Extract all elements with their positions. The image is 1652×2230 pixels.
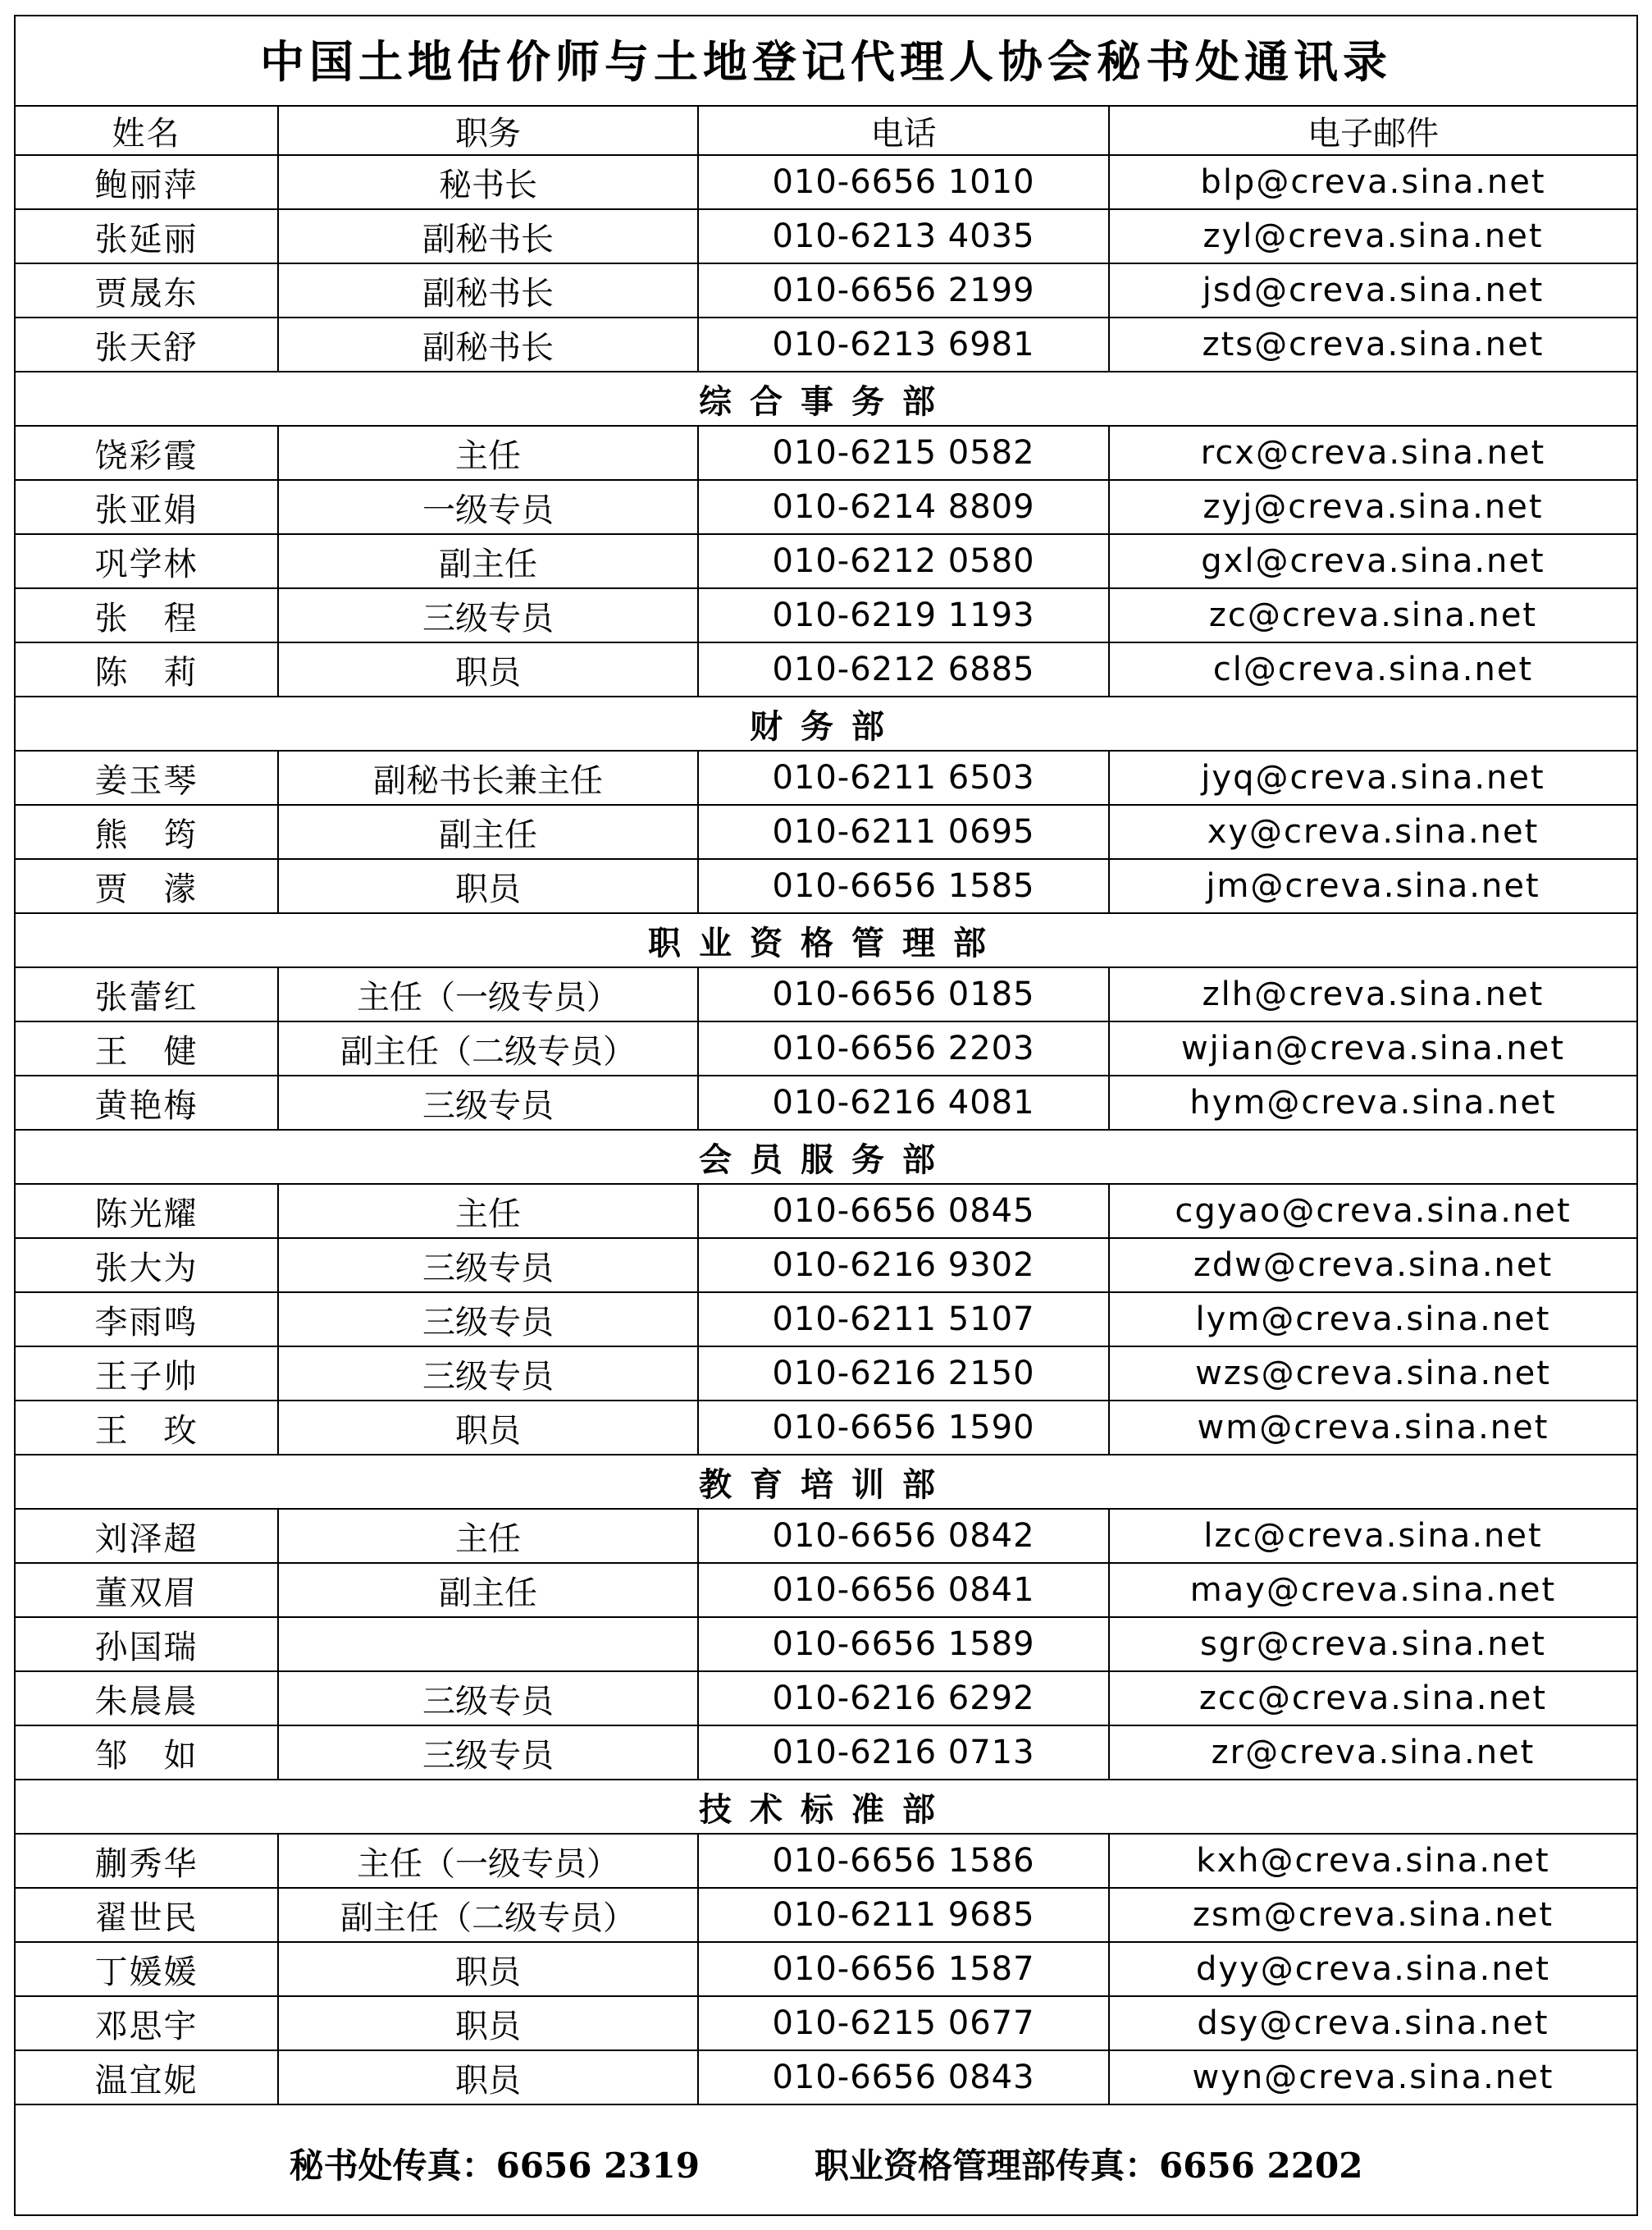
phone-cell: 010-6656 1590 <box>698 1401 1109 1455</box>
phone-cell: 010-6213 6981 <box>698 318 1109 372</box>
phone-cell: 010-6211 6503 <box>698 751 1109 805</box>
email-cell: zdw@creva.sina.net <box>1109 1238 1636 1292</box>
table-row <box>16 1996 1636 2050</box>
phone-cell: 010-6656 0845 <box>698 1184 1109 1238</box>
email-cell: jyq@creva.sina.net <box>1109 751 1636 805</box>
phone-cell: 010-6216 9302 <box>698 1238 1109 1292</box>
phone-cell: 010-6216 6292 <box>698 1671 1109 1725</box>
position-cell: 副主任（二级专员） <box>278 1021 698 1076</box>
position-cell: 副秘书长 <box>278 318 698 372</box>
phone-cell: 010-6656 0842 <box>698 1509 1109 1563</box>
email-cell: rcx@creva.sina.net <box>1109 426 1636 480</box>
position-cell: 职员 <box>278 859 698 913</box>
table-row <box>16 1076 1636 1130</box>
phone-cell: 010-6216 0713 <box>698 1725 1109 1780</box>
name-cell: 黄艳梅 <box>16 1076 278 1130</box>
email-cell: gxl@creva.sina.net <box>1109 534 1636 588</box>
directory-table <box>16 107 1636 2105</box>
name-cell: 张天舒 <box>16 318 278 372</box>
section-title: 综合事务部 <box>16 372 1636 426</box>
position-cell: 主任（一级专员） <box>278 1834 698 1888</box>
name-cell: 丁媛媛 <box>16 1942 278 1996</box>
email-cell: cgyao@creva.sina.net <box>1109 1184 1636 1238</box>
email-cell: wjian@creva.sina.net <box>1109 1021 1636 1076</box>
table-row <box>16 805 1636 859</box>
position-cell: 一级专员 <box>278 480 698 534</box>
name-cell: 朱晨晨 <box>16 1671 278 1725</box>
table-row <box>16 1238 1636 1292</box>
position-cell: 三级专员 <box>278 1725 698 1780</box>
section-title: 会员服务部 <box>16 1130 1636 1184</box>
table-row <box>16 263 1636 318</box>
name-cell: 王 玫 <box>16 1401 278 1455</box>
phone-cell: 010-6211 0695 <box>698 805 1109 859</box>
position-cell <box>278 1617 698 1671</box>
phone-cell: 010-6656 1586 <box>698 1834 1109 1888</box>
phone-cell: 010-6656 1010 <box>698 155 1109 209</box>
table-row <box>16 1563 1636 1617</box>
section-header-row <box>16 372 1636 426</box>
position-cell: 三级专员 <box>278 1292 698 1346</box>
phone-cell: 010-6656 1589 <box>698 1617 1109 1671</box>
table-row <box>16 1184 1636 1238</box>
name-cell: 饶彩霞 <box>16 426 278 480</box>
phone-cell: 010-6656 0841 <box>698 1563 1109 1617</box>
position-cell: 职员 <box>278 1401 698 1455</box>
position-cell: 三级专员 <box>278 1671 698 1725</box>
position-cell: 主任 <box>278 426 698 480</box>
table-row <box>16 534 1636 588</box>
section-header-row <box>16 1455 1636 1509</box>
phone-cell: 010-6211 5107 <box>698 1292 1109 1346</box>
name-cell: 王 健 <box>16 1021 278 1076</box>
document-title: 中国土地估价师与土地登记代理人协会秘书处通讯录 <box>16 16 1636 107</box>
table-row <box>16 480 1636 534</box>
table-row <box>16 1671 1636 1725</box>
email-cell: zsm@creva.sina.net <box>1109 1888 1636 1942</box>
name-cell: 张大为 <box>16 1238 278 1292</box>
name-cell: 张延丽 <box>16 209 278 263</box>
email-cell: sgr@creva.sina.net <box>1109 1617 1636 1671</box>
directory-document <box>14 15 1638 2216</box>
position-cell: 三级专员 <box>278 1346 698 1401</box>
section-title: 技术标准部 <box>16 1780 1636 1834</box>
name-cell: 刘泽超 <box>16 1509 278 1563</box>
email-cell: blp@creva.sina.net <box>1109 155 1636 209</box>
name-cell: 张蕾红 <box>16 967 278 1021</box>
phone-cell: 010-6656 2203 <box>698 1021 1109 1076</box>
name-cell: 巩学林 <box>16 534 278 588</box>
header-phone: 电话 <box>698 107 1109 155</box>
table-row <box>16 1292 1636 1346</box>
email-cell: dsy@creva.sina.net <box>1109 1996 1636 2050</box>
phone-cell: 010-6212 6885 <box>698 642 1109 697</box>
position-cell: 副主任 <box>278 534 698 588</box>
name-cell: 鲍丽萍 <box>16 155 278 209</box>
phone-cell: 010-6216 4081 <box>698 1076 1109 1130</box>
table-row <box>16 1888 1636 1942</box>
phone-cell: 010-6656 1585 <box>698 859 1109 913</box>
table-row <box>16 588 1636 642</box>
table-row <box>16 1725 1636 1780</box>
table-row <box>16 1401 1636 1455</box>
name-cell: 孙国瑞 <box>16 1617 278 1671</box>
section-header-row <box>16 913 1636 967</box>
name-cell: 温宜妮 <box>16 2050 278 2104</box>
name-cell: 陈 莉 <box>16 642 278 697</box>
name-cell: 姜玉琴 <box>16 751 278 805</box>
email-cell: zlh@creva.sina.net <box>1109 967 1636 1021</box>
email-cell: zyj@creva.sina.net <box>1109 480 1636 534</box>
name-cell: 蒯秀华 <box>16 1834 278 1888</box>
position-cell: 副主任 <box>278 1563 698 1617</box>
name-cell: 翟世民 <box>16 1888 278 1942</box>
email-cell: zc@creva.sina.net <box>1109 588 1636 642</box>
section-header-row <box>16 1130 1636 1184</box>
email-cell: wzs@creva.sina.net <box>1109 1346 1636 1401</box>
table-row <box>16 1509 1636 1563</box>
section-header-row <box>16 697 1636 751</box>
section-title: 教育培训部 <box>16 1455 1636 1509</box>
phone-cell: 010-6213 4035 <box>698 209 1109 263</box>
name-cell: 陈光耀 <box>16 1184 278 1238</box>
header-position: 职务 <box>278 107 698 155</box>
table-row <box>16 155 1636 209</box>
table-row <box>16 2050 1636 2104</box>
name-cell: 邓思宇 <box>16 1996 278 2050</box>
email-cell: cl@creva.sina.net <box>1109 642 1636 697</box>
secretariat-fax: 秘书处传真：6656 2319 <box>289 2145 700 2186</box>
name-cell: 董双眉 <box>16 1563 278 1617</box>
table-row <box>16 859 1636 913</box>
header-name: 姓名 <box>16 107 278 155</box>
position-cell: 主任 <box>278 1509 698 1563</box>
position-cell: 三级专员 <box>278 1238 698 1292</box>
section-title: 财务部 <box>16 697 1636 751</box>
position-cell: 副秘书长兼主任 <box>278 751 698 805</box>
table-row <box>16 1617 1636 1671</box>
email-cell: zr@creva.sina.net <box>1109 1725 1636 1780</box>
phone-cell: 010-6216 2150 <box>698 1346 1109 1401</box>
email-cell: jm@creva.sina.net <box>1109 859 1636 913</box>
position-cell: 副秘书长 <box>278 209 698 263</box>
table-row <box>16 426 1636 480</box>
table-row <box>16 642 1636 697</box>
position-cell: 职员 <box>278 1996 698 2050</box>
position-cell: 秘书长 <box>278 155 698 209</box>
position-cell: 主任 <box>278 1184 698 1238</box>
directory-table-body <box>16 107 1636 2104</box>
email-cell: lym@creva.sina.net <box>1109 1292 1636 1346</box>
table-row <box>16 967 1636 1021</box>
section-header-row <box>16 1780 1636 1834</box>
email-cell: wm@creva.sina.net <box>1109 1401 1636 1455</box>
phone-cell: 010-6656 0843 <box>698 2050 1109 2104</box>
name-cell: 张 程 <box>16 588 278 642</box>
phone-cell: 010-6656 2199 <box>698 263 1109 318</box>
name-cell: 邹 如 <box>16 1725 278 1780</box>
position-cell: 三级专员 <box>278 588 698 642</box>
phone-cell: 010-6215 0582 <box>698 426 1109 480</box>
name-cell: 贾 濛 <box>16 859 278 913</box>
name-cell: 李雨鸣 <box>16 1292 278 1346</box>
phone-cell: 010-6215 0677 <box>698 1996 1109 2050</box>
table-row <box>16 1834 1636 1888</box>
position-cell: 副主任（二级专员） <box>278 1888 698 1942</box>
phone-cell: 010-6214 8809 <box>698 480 1109 534</box>
table-row <box>16 1021 1636 1076</box>
email-cell: kxh@creva.sina.net <box>1109 1834 1636 1888</box>
position-cell: 三级专员 <box>278 1076 698 1130</box>
table-row <box>16 751 1636 805</box>
phone-cell: 010-6212 0580 <box>698 534 1109 588</box>
name-cell: 熊 筠 <box>16 805 278 859</box>
email-cell: wyn@creva.sina.net <box>1109 2050 1636 2104</box>
phone-cell: 010-6656 1587 <box>698 1942 1109 1996</box>
position-cell: 职员 <box>278 642 698 697</box>
position-cell: 职员 <box>278 2050 698 2104</box>
email-cell: zyl@creva.sina.net <box>1109 209 1636 263</box>
email-cell: hym@creva.sina.net <box>1109 1076 1636 1130</box>
name-cell: 张亚娟 <box>16 480 278 534</box>
phone-cell: 010-6211 9685 <box>698 1888 1109 1942</box>
header-email: 电子邮件 <box>1109 107 1636 155</box>
phone-cell: 010-6656 0185 <box>698 967 1109 1021</box>
phone-cell: 010-6219 1193 <box>698 588 1109 642</box>
section-title: 职业资格管理部 <box>16 913 1636 967</box>
name-cell: 王子帅 <box>16 1346 278 1401</box>
position-cell: 职员 <box>278 1942 698 1996</box>
email-cell: xy@creva.sina.net <box>1109 805 1636 859</box>
name-cell: 贾晟东 <box>16 263 278 318</box>
email-cell: jsd@creva.sina.net <box>1109 263 1636 318</box>
position-cell: 副主任 <box>278 805 698 859</box>
position-cell: 主任（一级专员） <box>278 967 698 1021</box>
email-cell: may@creva.sina.net <box>1109 1563 1636 1617</box>
position-cell: 副秘书长 <box>278 263 698 318</box>
email-cell: zcc@creva.sina.net <box>1109 1671 1636 1725</box>
table-header-row <box>16 107 1636 155</box>
email-cell: lzc@creva.sina.net <box>1109 1509 1636 1563</box>
table-row <box>16 209 1636 263</box>
table-row <box>16 1346 1636 1401</box>
qualification-fax: 职业资格管理部传真：6656 2202 <box>815 2145 1363 2186</box>
email-cell: dyy@creva.sina.net <box>1109 1942 1636 1996</box>
table-row <box>16 318 1636 372</box>
email-cell: zts@creva.sina.net <box>1109 318 1636 372</box>
table-row <box>16 1942 1636 1996</box>
fax-footer <box>16 2112 1636 2214</box>
